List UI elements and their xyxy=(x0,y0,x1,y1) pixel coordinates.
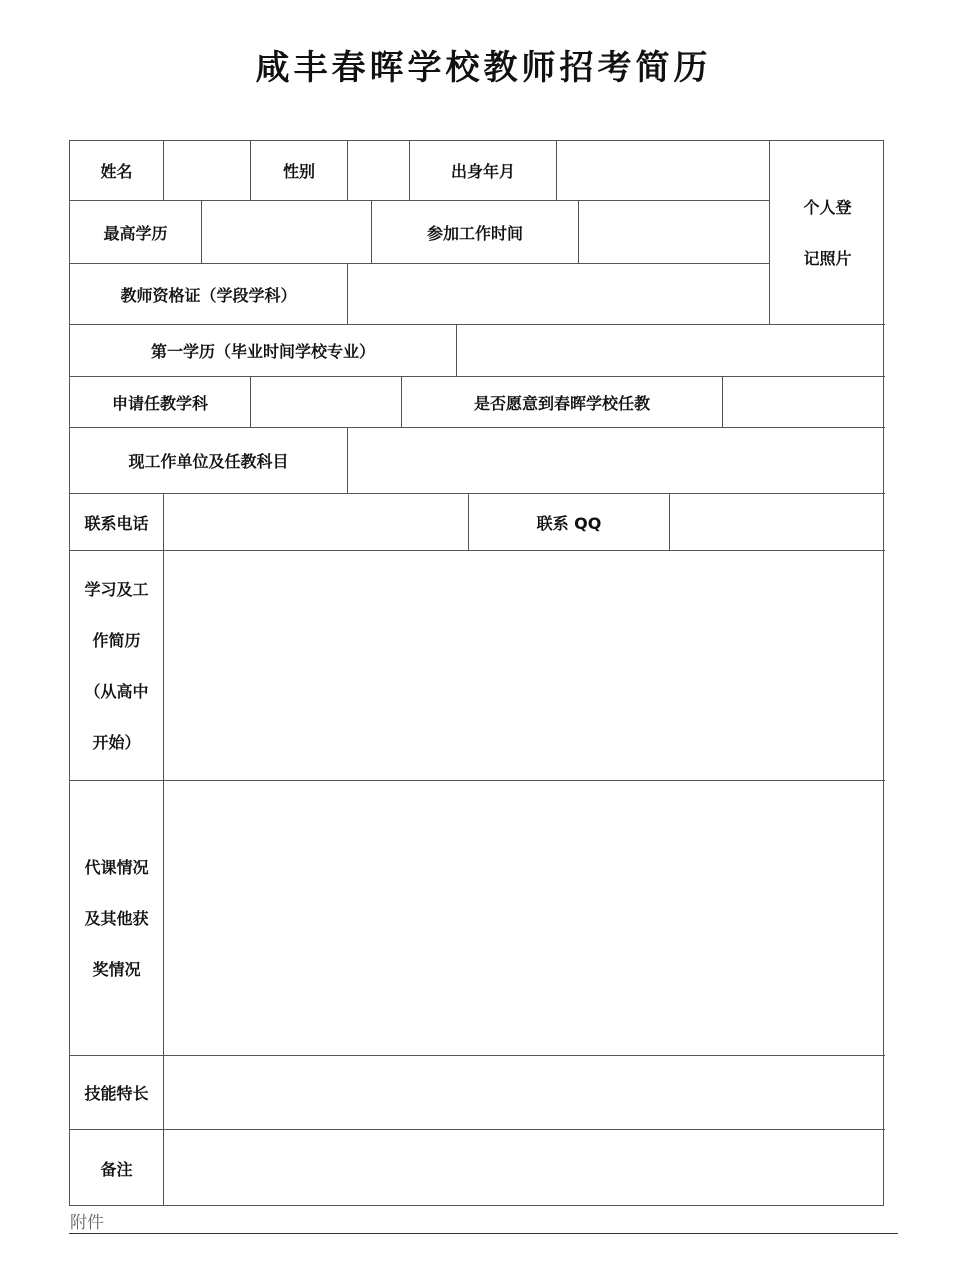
resume-label-line2: 作简历 xyxy=(92,630,141,650)
education-label: 最高学历 xyxy=(103,223,168,243)
current-job-label: 现工作单位及任教科目 xyxy=(128,452,289,471)
gender-field[interactable] xyxy=(348,141,409,200)
name-field[interactable] xyxy=(164,141,250,200)
substitute-label-line2: 及其他获 xyxy=(84,908,149,928)
work-start-field[interactable] xyxy=(579,201,769,263)
footer-divider xyxy=(69,1233,898,1234)
page-title: 咸丰春晖学校教师招考简历 xyxy=(255,48,712,88)
substitute-label xyxy=(70,781,163,1055)
subject-field[interactable] xyxy=(251,377,401,427)
skills-label: 技能特长 xyxy=(84,1084,149,1103)
birth-label: 出身年月 xyxy=(450,162,515,181)
phone-field[interactable] xyxy=(164,494,468,550)
phone-label: 联系电话 xyxy=(84,513,149,533)
first-degree-label: 第一学历（毕业时间学校专业） xyxy=(150,342,375,361)
willing-label: 是否愿意到春晖学校任教 xyxy=(473,393,650,413)
willing-field[interactable] xyxy=(723,377,885,427)
resume-field[interactable] xyxy=(164,551,885,780)
substitute-field[interactable] xyxy=(164,781,885,1055)
resume-label-line3: （从高中 xyxy=(84,681,149,701)
name-label: 姓名 xyxy=(100,162,133,181)
qq-label: 联系 QQ xyxy=(536,513,602,533)
photo-area[interactable] xyxy=(770,141,885,324)
first-degree-field[interactable] xyxy=(457,325,885,376)
photo-label-line2: 记照片 xyxy=(803,248,852,268)
resume-form xyxy=(69,140,884,1206)
certificate-label: 教师资格证（学段学科） xyxy=(120,285,297,305)
resume-label-line1: 学习及工 xyxy=(84,579,149,599)
education-field[interactable] xyxy=(202,201,371,263)
resume-label xyxy=(70,551,163,780)
work-start-label: 参加工作时间 xyxy=(426,223,523,243)
photo-label-line1: 个人登 xyxy=(803,197,852,217)
gender-label: 性别 xyxy=(282,162,315,181)
qq-field[interactable] xyxy=(670,494,885,550)
current-job-field[interactable] xyxy=(348,428,885,493)
skills-field[interactable] xyxy=(164,1056,885,1129)
resume-label-line4: 开始） xyxy=(92,732,141,752)
birth-field[interactable] xyxy=(557,141,769,200)
footer-attachment-label: 附件 xyxy=(70,1213,104,1233)
certificate-field[interactable] xyxy=(348,264,769,324)
subject-label: 申请任教学科 xyxy=(111,393,208,413)
substitute-label-line3: 奖情况 xyxy=(92,959,141,979)
substitute-label-line1: 代课情况 xyxy=(84,857,149,877)
remarks-label: 备注 xyxy=(100,1159,133,1179)
remarks-field[interactable] xyxy=(164,1130,885,1206)
